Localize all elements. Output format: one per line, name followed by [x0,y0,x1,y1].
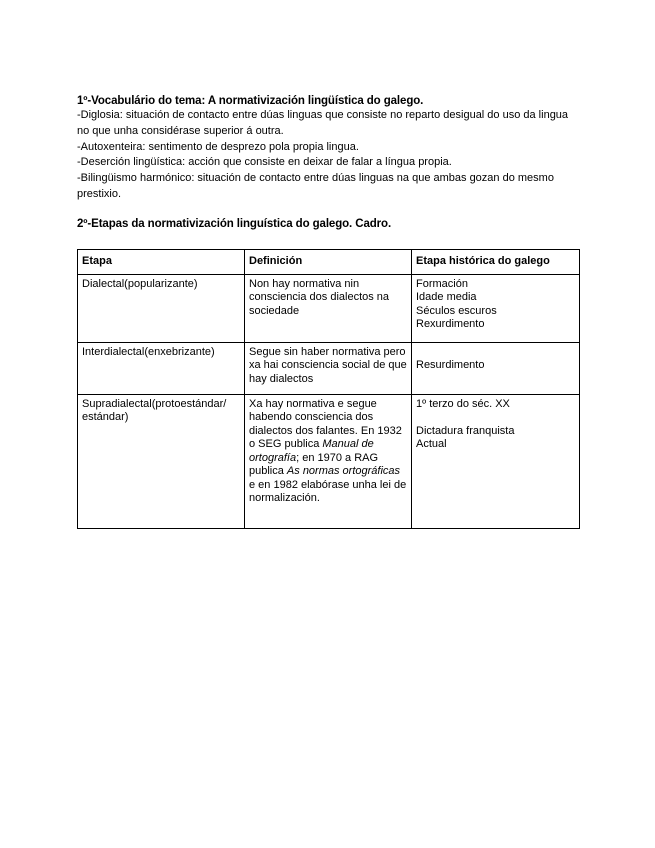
definition-desercion: -Deserción lingüística: acción que consiste en deixar de falar a língua propia. [77,156,452,169]
section-1-title: 1º-Vocabulário do tema: A normativización lingüística do galego. [77,95,424,107]
table-row [78,274,580,342]
cell-definicion: Non hay normativa nin consciencia dos dialectos na sociedade [245,274,412,342]
book-title-manual: Manual de ortografía [249,438,374,464]
historica-item: Rexurdimento [416,318,485,330]
header-etapa-historica: Etapa histórica do galego [412,250,580,275]
normativization-table [77,249,580,529]
historica-item: Dictadura franquista [416,424,515,437]
cell-definicion [245,394,412,528]
historica-item: Idade media [416,291,477,303]
historica-item: Séculos escuros [416,304,497,317]
table-header-row [78,250,580,275]
section-2-title: 2º-Etapas da normativización linguística do galego. Cadro. [77,217,392,230]
historica-item: Actual [416,438,447,450]
book-title-normas: As normas ortográficas [286,465,401,477]
cell-etapa: Dialectal(popularizante) [78,274,245,342]
table-row [78,394,580,528]
cell-definicion: Segue sin haber normativa pero xa hai consciencia social de que hay dialectos [245,342,412,394]
cell-historica [412,342,580,394]
definition-autoxenteira: -Autoxenteira: sentimento de desprezo pola propia lingua. [77,140,359,153]
definicion-text: e en 1982 elabórase unha lei de normalización. [249,478,407,504]
definicion-text: Xa hay normativa e segue habendo consciencia dos dialectos dos falantes. En 1932 o SEG publica [249,397,402,450]
cell-historica [412,274,580,342]
historica-item: Resurdimento [416,359,485,371]
header-etapa: Etapa [78,250,245,275]
spacer [416,411,575,425]
spacer [416,346,575,360]
cell-historica [412,394,580,528]
document-content [77,94,579,231]
cell-etapa: Supradialectal(protoestándar/ estándar) [78,394,245,528]
table-row [78,342,580,394]
definition-bilinguismo: -Bilingüismo harmónico: situación de contacto entre dúas linguas na que ambas gozan do mesmo prestixio. [77,172,554,200]
historica-item: Formación [416,277,468,290]
definicion-text: ; en 1970 a RAG publica [249,451,379,477]
header-definicion: Definición [245,250,412,275]
historica-item: 1º terzo do séc. XX [416,397,510,410]
cell-etapa: Interdialectal(enxebrizante) [78,342,245,394]
definition-diglosia: -Diglosia: situación de contacto entre dúas linguas que consiste no reparto desigual do uso da lingua no que unha considérase superior á outra. [77,109,569,137]
